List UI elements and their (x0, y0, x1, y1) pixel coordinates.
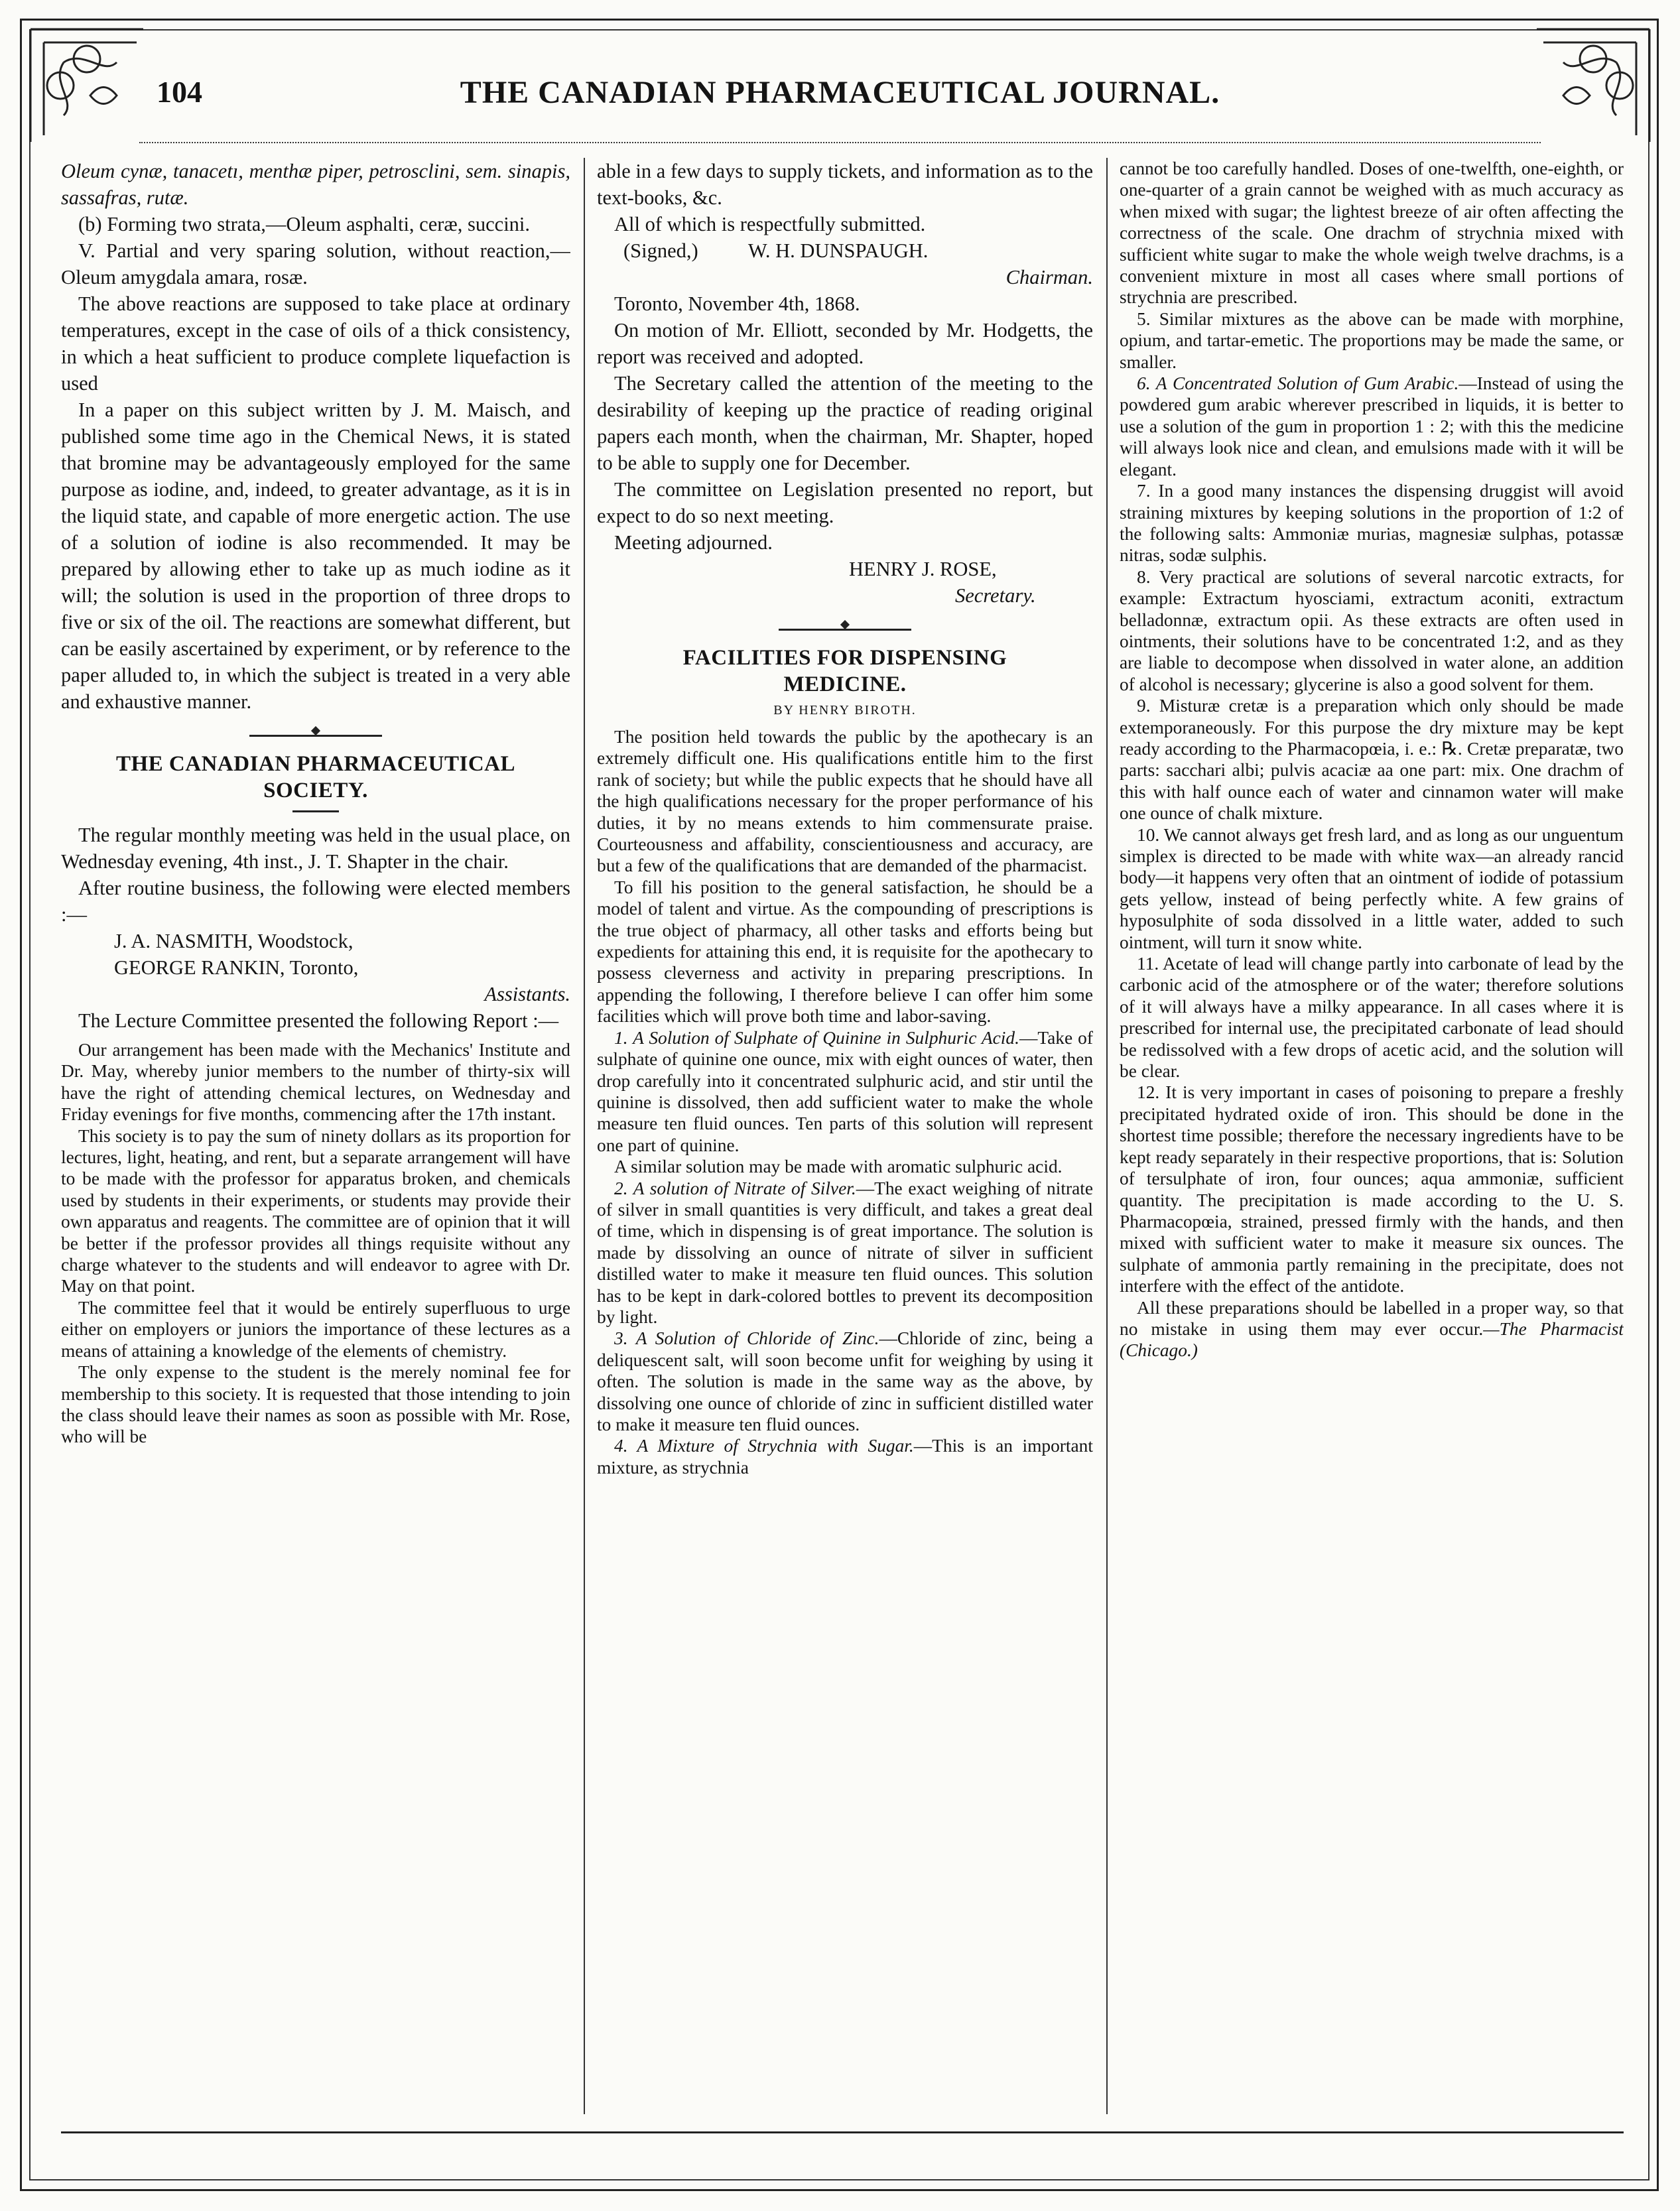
section-divider (597, 623, 1093, 631)
item-7: 7. In a good many instances the dispensing druggist will avoid straining mixtures by keeping solutions in the proportion of 1:2 of the following salts: Ammoniæ murias, magnesiæ sulphas, potassæ nitras, sodæ sulphis. (1120, 481, 1624, 566)
arrangement-paragraph: Our arrangement has been made with the Mechanics' Institute and Dr. May, whereby junior members to the number of thirty-six will have the right of attending chemical lectures, on Wednesday and Friday evenings for five months, commencing after the 17th instant. (61, 1040, 570, 1125)
article-title-line-1: FACILITIES FOR DISPENSING (682, 646, 1007, 670)
item-5: 5. Similar mixtures as the above can be made with morphine, opium, and tartar-emetic. The proportions may be made the same, or smaller. (1120, 308, 1624, 372)
reactions-paragraph: The above reactions are supposed to take place at ordinary temperatures, except in the case of oils of a thick consistency, in which a heat sufficient to produce complete liquefaction is used (61, 292, 570, 395)
item-4 (597, 1435, 1093, 1478)
journal-title: THE CANADIAN PHARMACEUTICAL JOURNAL. (460, 75, 1220, 110)
item-1-text: —Take of sulphate of quinine one ounce, mix with eight ounces of water, then drop carefully into it concentrated sulphuric acid, and stir until the quinine is dissolved, then add sufficient water to make the whole measure ten fluid ounces. Ten parts of this solution will represent one part of quinine. (597, 1027, 1093, 1155)
page-number: 104 (157, 75, 202, 109)
partial-solution-paragraph: V. Partial and very sparing solution, without reaction,—Oleum amygdala amara, rosæ. (61, 239, 570, 288)
header-rule (139, 142, 1541, 143)
similar-paragraph: A similar solution may be made with aromatic sulphuric acid. (614, 1157, 1063, 1177)
routine-paragraph: After routine business, the following were elected members :— (61, 877, 570, 926)
only-expense-paragraph: The only expense to the student is the merely nominal fee for membership to this society. It is requested that those intending to join the class should leave their names as soon as possible with Mr. Rose, who will be (61, 1362, 570, 1447)
labelled-paragraph (1120, 1297, 1624, 1361)
society-title: THE CANADIAN PHARMACEUTICAL SOCIETY. (115, 752, 516, 802)
item-4-text: —This is an important mixture, as strychnia (597, 1436, 1093, 1478)
article-body (597, 726, 1093, 1478)
item-11: 11. Acetate of lead will change partly into carbonate of lead by the carbonic acid of the atmosphere or of the water; therefore solutions of it will always have a milky appearance. In all cases where it is prescribed for internal use, the precipitated carbonate of lead should be redissolved with a few drops of acetic acid, and the solution will be clear. (1120, 954, 1624, 1082)
lecture-committee-paragraph: The Lecture Committee presented the following Report :— (78, 1009, 559, 1032)
secretary-paragraph: The Secretary called the attention of the meeting to the desirability of keeping up the practice of reading original papers each month, when the chairman, Mr. Shapter, hoped to be able to supply one for December. (597, 372, 1093, 474)
article-title-line-2: MEDICINE. (783, 672, 907, 696)
section-divider (61, 729, 570, 737)
member-name: J. A. NASMITH, Woodstock, (114, 930, 354, 952)
item-2-text: —The exact weighing of nitrate of silver in small quantities is very difficult, and takes a great deal of time, which in dispensing is of great importance. The solution is made by dissolving an ounce of nitrate of silver in sufficient distilled water to make it measure ten fluid ounces. This solution has to be kept in dark-colored bottles to prevent its decomposition by light. (597, 1178, 1093, 1327)
oils-list: Oleum cynæ, tanacetı, menthæ piper, petrosclini, sem. sinapis, sassafras, rutæ. (61, 160, 570, 209)
title-rule (292, 810, 339, 812)
signed-label: (Signed,) (623, 239, 698, 262)
article-columns (61, 158, 1624, 2114)
column-3 (1120, 158, 1624, 2114)
adjourned-line: Meeting adjourned. (614, 531, 773, 554)
item-3-title: 3. A Solution of Chloride of Zinc. (614, 1328, 879, 1349)
signer-name: W. H. DUNSPAUGH. (747, 239, 929, 262)
secretary-name: HENRY J. ROSE, (849, 558, 997, 580)
item-2-title: 2. A solution of Nitrate of Silver. (614, 1178, 856, 1198)
motion-paragraph: On motion of Mr. Elliott, seconded by Mr. Hodgetts, the report was received and adopted. (597, 319, 1093, 368)
item-1-title: 1. A Solution of Sulphate of Quinine in Sulphuric Acid. (614, 1027, 1019, 1048)
source-citation: —The Pharmacist (Chicago.) (1120, 1318, 1624, 1361)
item-2 (597, 1178, 1093, 1328)
labelled-text: All these preparations should be labelled in a proper way, so that no mistake in using them may ever occur. (1120, 1297, 1624, 1339)
column-1 (61, 158, 570, 2114)
strata-paragraph: (b) Forming two strata,—Oleum asphalti, ceræ, succini. (78, 213, 531, 235)
item-6-text: —Instead of using the powdered gum arabic wherever prescribed in liquids, it is better to use a solution of the gum in proportion 1 : 2; with this the medicine will always look nice and clean, and emulsions made with it will be elegant. (1120, 373, 1624, 479)
footer-rule (61, 2131, 1624, 2133)
chairman-label: Chairman. (1005, 266, 1093, 288)
item-12: 12. It is very important in cases of poisoning to prepare a freshly precipitated hydrated oxide of iron. This should be done in the shortest time possible; therefore the necessary ingredients have to be kept ready separately in their respective proportions, that is: Solution of tersulphate of iron, four ounces; aqua ammoniæ, sufficient quantity. The precipitation is made according to the U. S. Pharmacopœia, strained, pressed firmly with the hands, and then mixed with sufficient water to make it measure six ounces. The sulphate of ammonia partly remaining in the precipitate, does not interfere with the effect of the antidote. (1120, 1082, 1624, 1296)
dateline: Toronto, November 4th, 1868. (614, 292, 860, 315)
maisch-paragraph: In a paper on this subject written by J. M. Maisch, and published some time ago in the Chemical News, it is stated that bromine may be advantageously employed for the same purpose as iodine, and, indeed, to greater advantage, as it is in the liquid state, and capable of more energetic action. The use of a solution of iodine is also recommended. It may be prepared by allowing ether to take up as much iodine as it will; the solution is used in the proportion of three drops to five or six of the oil. The reactions are somewhat different, but can be easily ascertained by experiment, or by reference to the paper alluded to, in which the subject is treated in a very able and exhaustive manner. (61, 399, 570, 713)
item-10: 10. We cannot always get fresh lard, and as long as our unguentum simplex is directed to be made with white wax—an already rancid body—it happens very often that an ointment of iodide of potassium gets yellow, instead of being perfectly white. A few grains of hyposulphite of soda dissolved in a little water, added to such ointment, will turn it snow white. (1120, 824, 1624, 952)
legislation-paragraph: The committee on Legislation presented no report, but expect to do so next meeting. (597, 478, 1093, 527)
item-1 (597, 1027, 1093, 1156)
item-6 (1120, 373, 1624, 480)
strychnia-continuation: cannot be too carefully handled. Doses of one-twelfth, one-eighth, or one-quarter of a grain cannot be weighed with as much accuracy as when mixed with sugar; the lightest breeze of air often affecting the correctness of the scale. One drachm of strychnia mixed with sufficient white sugar to make the whole weigh twelve drachms, is a convenient mixture in most all cases where small portions of strychnia are prescribed. (1120, 158, 1624, 308)
report-text (61, 1039, 570, 1448)
signature-line (597, 237, 1093, 264)
meeting-paragraph: The regular monthly meeting was held in the usual place, on Wednesday evening, 4th inst., J. T. Shapter in the chair. (61, 824, 570, 873)
item-3-text: —Chloride of zinc, being a deliquescent salt, will soon become unfit for weighing by using it often. The solution is made in the same way as the above, by dissolving one ounce of chloride of zinc in sufficient distilled water to make it measure ten fluid ounces. (597, 1328, 1093, 1434)
assistants-label: Assistants. (484, 983, 570, 1005)
column-2 (597, 158, 1093, 2114)
society-pay-paragraph: This society is to pay the sum of ninety dollars as its proportion for lectures, light, heating, and rent, but a separate arrangement will have to be made with the professor for apparatus broken, and chemicals used by students in their experiments, or students may provide their own apparatus and reagents. The committee are of opinion that it will be better if the professor provides all things requisite without any charge whatever to the students and will endeavor to agree with Dr. May on that point. (61, 1125, 570, 1296)
submitted-line: All of which is respectfully submitted. (614, 213, 926, 235)
item-8: 8. Very practical are solutions of several narcotic extracts, for example: Extractum hyosciami, extractum aconiti, extractum belladonnæ, extractum opii. As these extracts are often used in ointments, their solutions have to be concentrated 1:2, and as they are liable to decompose when dissolved in water alone, an addition of alcohol is necessary; glycerine is also a good solvent for them. (1120, 566, 1624, 694)
item-4-title: 4. A Mixture of Strychnia with Sugar. (614, 1436, 914, 1456)
item-6-title: 6. A Concentrated Solution of Gum Arabic. (1137, 373, 1459, 394)
item-9: 9. Misturæ cretæ is a preparation which only should be made extemporaneously. For this purpose the dry mixture may be kept ready according to the Pharmacopœia, i. e.: ℞. Cretæ preparatæ, two parts: sacchari albi; pulvis acaciæ aa one part: mix. One drachm of this with half ounce each of water and cinnamon water will make one ounce of chalk mixture. (1120, 696, 1624, 824)
article-byline: BY HENRY BIROTH. (773, 703, 917, 718)
fill-paragraph: To fill his position to the general satisfaction, he should be a model of talent and virtue. As the compounding of prescriptions is the true object of pharmacy, all other tasks and efforts being but expedients for attaining this end, it is requisite for the apothecary to possess cleverness and activity in preparing prescriptions. In appending the following, I therefore believe I can offer him some facilities which will prove both time and labor-saving. (597, 877, 1093, 1027)
secretary-title: Secretary. (955, 584, 1036, 607)
item-3 (597, 1328, 1093, 1435)
member-name: GEORGE RANKIN, Toronto, (114, 956, 359, 979)
running-header (0, 74, 1680, 127)
committee-feel-paragraph: The committee feel that it would be entirely superfluous to urge either on employers or juniors the importance of these lectures as a means of attaining a knowledge of the elements of chemistry. (61, 1297, 570, 1361)
position-paragraph: The position held towards the public by the apothecary is an extremely difficult one. His qualifications entitle him to the first rank of society; but while the public expects that he should have all the high qualifications necessary for the proper performance of his duties, it by no means extends to him commensurate praise. Courteousness and affability, conscientiousness and accuracy, are but a few of the qualifications that are demanded of the pharmacist. (597, 727, 1093, 876)
able-paragraph: able in a few days to supply tickets, and information as to the text-books, &c. (597, 160, 1093, 209)
